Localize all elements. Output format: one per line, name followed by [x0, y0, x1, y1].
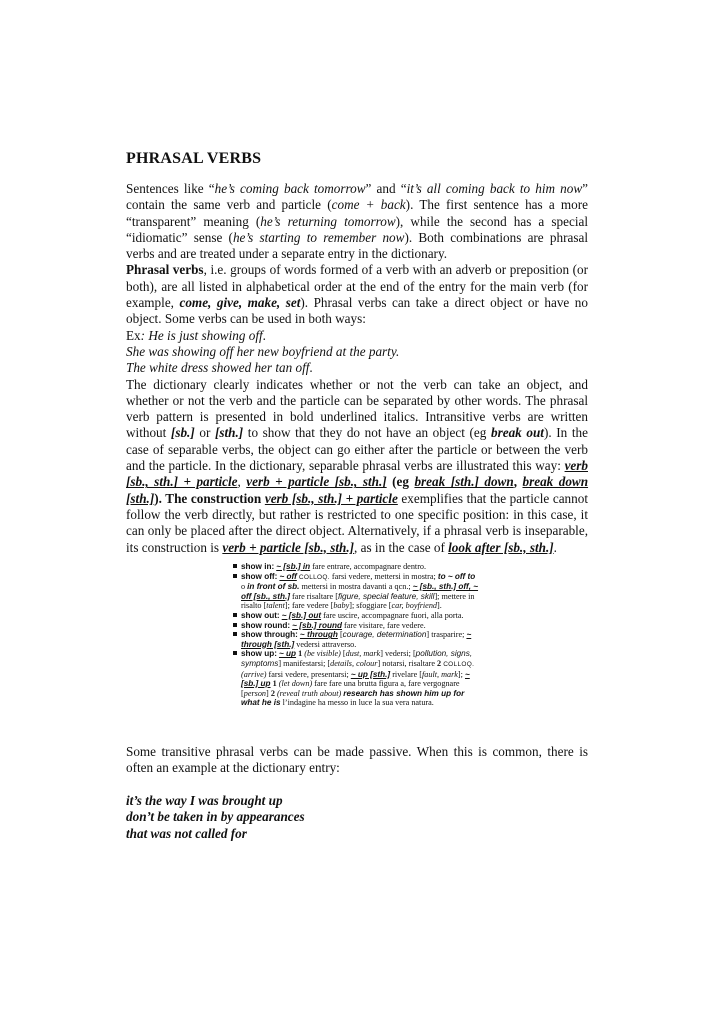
bullet-square-icon: [233, 632, 237, 636]
example-line-2: [126, 344, 588, 360]
pattern-underlined: verb [sb., sth.] + particle: [126, 458, 588, 490]
bullet-square-icon: [233, 574, 237, 578]
bullet-square-icon: [233, 613, 237, 617]
text-run: .: [262, 327, 266, 343]
translation: ] notarsi, risaltare: [377, 658, 435, 668]
collocate: baby: [333, 601, 350, 611]
sense-gloss: (arrive): [241, 669, 267, 679]
collocate: car, boyfriend: [391, 601, 438, 611]
collocate: person: [243, 688, 267, 698]
phrasal-pattern: ~ [sb., sth.] off, ~ off [sb., sth.]: [241, 582, 479, 601]
phrasal-pattern: ~ up: [278, 649, 297, 659]
paragraph-dictionary-conventions: [126, 377, 588, 556]
headword: show round:: [241, 620, 291, 630]
translation: fare risaltare [: [292, 591, 338, 601]
translation: ] manifestarsi; [: [278, 658, 331, 668]
example-italic: he’s starting to remember now: [232, 229, 405, 245]
passive-example-2: don’t be taken in by appearances: [126, 809, 305, 825]
usage-example: to ~ off to: [437, 571, 476, 581]
collocate: pollution, signs, symptoms: [241, 649, 473, 668]
sense-number: 1: [272, 679, 277, 689]
paragraph-passive: Some transitive phrasal verbs can be made passive. When this is common, there is often an example at the dictionary entry:: [126, 744, 588, 776]
example-line-1: [126, 328, 588, 344]
usage-example: in front of sb.: [247, 582, 300, 592]
sense-number: 1: [298, 649, 303, 659]
phrasal-pattern: ~ up [sth.]: [350, 669, 391, 679]
dict-entry-show-through: [233, 630, 480, 649]
pattern-underlined: break [sth.] down: [414, 474, 514, 490]
collocate: dust, mark: [345, 649, 381, 659]
example-italic: : He is just showing off: [140, 327, 263, 343]
phrasal-pattern: ~ [sb.] in: [276, 562, 311, 571]
translation: vedersi attraverso.: [296, 639, 357, 649]
text-run: or: [194, 425, 215, 441]
term-bold: Phrasal verbs: [126, 262, 204, 278]
text-run: .: [553, 539, 557, 555]
page-title: PHRASAL VERBS: [126, 150, 262, 167]
text-run: ). The first sentence has a more “transparent” meaning (: [126, 197, 588, 229]
example-italic: it’s all coming back to him now: [406, 181, 583, 196]
translation: l’indagine ha messo in luce la sua vera natura.: [282, 698, 434, 708]
example-italic: The white dress showed her tan off: [126, 360, 310, 376]
dict-entry-show-in: [233, 562, 480, 572]
headword: show out:: [241, 610, 280, 620]
translation: ].: [437, 601, 442, 611]
translation: mettersi in mostra davanti a qcn.;: [301, 582, 411, 592]
translation: farsi vedere, presentarsi;: [268, 669, 349, 679]
collocate: talent: [266, 601, 285, 611]
sense-number: 2: [437, 658, 442, 668]
pattern-underlined: break down [sth.]: [126, 474, 589, 506]
text-run: ,: [513, 474, 523, 490]
bullet-square-icon: [233, 651, 237, 655]
sense-gloss: (reveal truth about): [276, 688, 342, 698]
headword: show up:: [241, 649, 277, 659]
dict-entry-show-out: [233, 611, 480, 621]
pattern-underlined: verb [sb., sth.] + particle: [264, 490, 398, 506]
translation: ]: [266, 688, 269, 698]
register-label: COLLOQ.: [298, 573, 330, 581]
example-label: Ex: [126, 327, 141, 343]
translation: rivelare [: [392, 669, 422, 679]
translation: ] vedersi; [: [380, 649, 416, 659]
phrasal-pattern: ~ [sb.] up: [241, 669, 470, 689]
translation: fare uscire, accompagnare fuori, alla porta.: [323, 610, 464, 620]
intro-text: [126, 181, 588, 556]
collocate: figure, special feature, skill: [337, 591, 435, 601]
text-run: ). The construction: [154, 490, 265, 506]
sense-gloss: (be visible): [304, 649, 341, 659]
text-run: to show that they do not have an object (eg: [243, 425, 491, 441]
text-run: (eg: [386, 474, 415, 490]
translation: ]; mettere in risalto [: [241, 591, 475, 611]
pattern-underlined: look after [sb., sth.]: [448, 539, 554, 555]
text-run: exemplifies that the particle cannot follow the verb directly, but rather is restricted to one specific position: in this case, it can only be placed after the direct object. Alternatively, if a phrasal verb is inseparable, its construction is: [126, 490, 588, 555]
example-italic: come + back: [331, 197, 406, 213]
text-run: , as in the case of: [354, 539, 449, 555]
translation: [: [342, 649, 346, 659]
dict-entry-show-off: [233, 572, 480, 611]
example-break-out: break out: [490, 425, 544, 441]
text-run: ,: [237, 474, 247, 490]
text-run: ” and “: [365, 181, 407, 196]
passive-example-1: it’s the way I was brought up: [126, 793, 283, 808]
passive-examples: [126, 793, 305, 842]
phrasal-pattern: ~ off: [279, 571, 297, 581]
translation: ] trasparire;: [426, 630, 465, 640]
translation: fare entrare, accompagnare dentro.: [312, 562, 427, 571]
translation: fare visitare, fare vedere.: [344, 620, 426, 630]
example-italic: he’s returning tomorrow: [260, 213, 396, 229]
text-run: , i.e. groups of words formed of a verb with an adverb or preposition (or both), are all listed in alphabetical order at the end of the entry for the main verb (for example,: [126, 262, 588, 311]
phrasal-pattern: ~ [sb.] round: [292, 620, 342, 630]
usage-example: research has shown him up for what he is: [241, 688, 465, 708]
text-run: Sentences like “: [126, 181, 215, 196]
bullet-square-icon: [233, 623, 237, 627]
text-run: ). In the case of separable verbs, the object can go either after the particle or between the verb and the particle. In the dictionary, separable phrasal verbs are illustrated this way:: [126, 425, 588, 474]
text-run: ” contain the same verb and particle (: [126, 181, 589, 213]
register-label: COLLOQ.: [443, 660, 475, 668]
phrasal-pattern: ~ through [sth.]: [241, 630, 472, 649]
text-run: The dictionary clearly indicates whether or not the verb can take an object, and whether or not the verb and the particle can be separated by other words. The phrasal verb pattern is presented in bold underlined italics. Intransitive verbs are written without: [126, 376, 588, 441]
translation: ];: [457, 669, 463, 679]
example-line-3: [126, 360, 588, 376]
or-symbol: o: [241, 582, 246, 592]
example-verbs: come, give, make, set: [179, 295, 301, 311]
example-italic: he’s coming back tomorrow: [214, 181, 366, 196]
headword: show through:: [241, 630, 298, 640]
paragraph-phrasal-intro: [126, 181, 588, 262]
pattern-underlined: verb + particle [sb., sth.]: [246, 474, 387, 490]
bullet-square-icon: [233, 564, 237, 568]
placeholder-sth: [sth.]: [214, 425, 244, 441]
collocate: fault, mark: [421, 669, 458, 679]
headword: show in:: [241, 562, 275, 571]
text-run: ). Both combinations are phrasal verbs and are treated under a separate entry in the dictionary.: [126, 229, 588, 262]
collocate: details, colour: [330, 658, 378, 668]
phrasal-pattern: ~ [sb.] out: [281, 610, 322, 620]
dict-entry-show-up: [233, 649, 480, 708]
translation: fare fare una brutta figura a, fare vergognare [: [241, 679, 460, 698]
collocate: courage, determination: [342, 630, 427, 640]
passive-example-3: that was not called for: [126, 825, 247, 841]
example-italic: She was showing off her new boyfriend at the party.: [126, 343, 400, 359]
sense-gloss: (let down): [278, 679, 313, 689]
headword: show off:: [241, 571, 278, 581]
translation: ]; fare vedere [: [284, 601, 334, 611]
dictionary-excerpt: [233, 562, 480, 708]
placeholder-sb: [sb.]: [170, 425, 195, 441]
phrasal-pattern: ~ through: [299, 630, 338, 640]
text-run: .: [309, 360, 313, 376]
translation: ]; sfoggiare [: [349, 601, 392, 611]
text-run: ). Phrasal verbs can take a direct object or have no object. Some verbs can be used in both ways:: [126, 295, 588, 327]
dict-entry-show-round: [233, 621, 480, 631]
pattern-underlined: verb + particle [sb., sth.]: [222, 539, 355, 555]
sense-number: 2: [270, 688, 275, 698]
translation: farsi vedere, mettersi in mostra;: [331, 571, 436, 581]
translation: [: [339, 630, 343, 640]
text-run: ), while the second has a special “idiomatic” sense (: [126, 213, 589, 245]
paragraph-phrasal-definition: [126, 262, 588, 327]
